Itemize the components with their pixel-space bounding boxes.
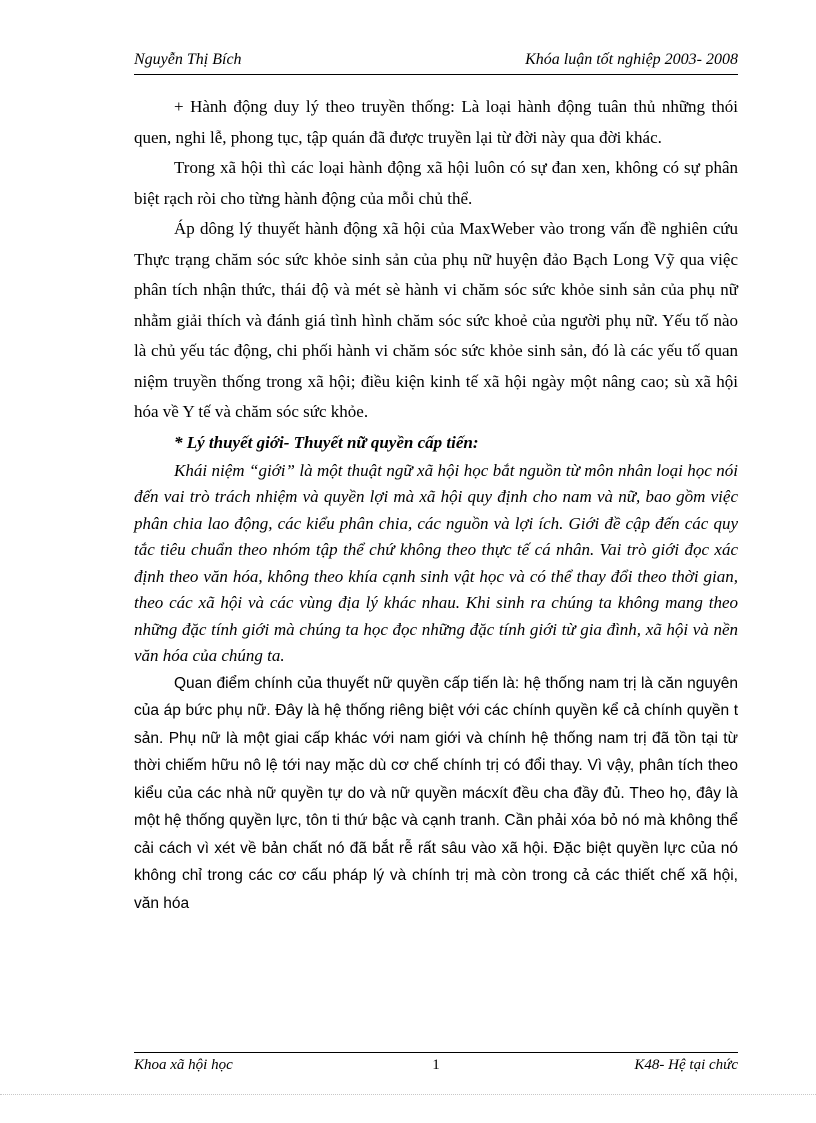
page-footer [134,1052,738,1077]
footer-page-number: 1 [432,1057,440,1073]
paragraph-interweaving: Trong xã hội thì các loại hành động xã hội luôn có sự đan xen, không có sự phân biệt rạch ròi cho từng hành động của mỗi chủ thể. [134,158,738,208]
section-heading-gender-theory: * Lý thuyết giới- Thuyết nữ quyền cấp tiến: [174,432,479,452]
header-author: Nguyễn Thị Bích [134,51,242,68]
page-header [134,50,738,75]
footer-faculty: Khoa xã hội học [134,1057,233,1073]
document-body [134,92,738,917]
header-thesis-title: Khóa luận tốt nghiệp 2003- 2008 [525,51,738,68]
paragraph-traditional-action: + Hành động duy lý theo truyền thống: Là loại hành động tuân thủ những thói quen, nghi lễ, phong tục, tập quán đã được truyền lại từ đời này qua đời khác. [134,97,738,147]
paragraph-weber-application: Áp dông lý thuyết hành động xã hội của MaxWeber vào trong vấn đề nghiên cứu Thực trạng chăm sóc sức khỏe sinh sản của phụ nữ huyện đảo Bạch Long Vỹ qua việc phân tích nhận thức, thái độ và mét sè hành vi chăm sóc sức khỏe sinh sản của phụ nữ nhằm giải thích và đánh giá tình hình chăm sóc sức khoẻ của người phụ nữ. Yếu tố nào là chủ yếu tác động, chi phối hành vi chăm sóc sức khỏe sinh sản, đó là các yếu tố quan niệm truyền thống trong xã hội; điều kiện kinh tế xã hội ngày một nâng cao; sù xã hội hóa về Y tế và chăm sóc sức khỏe. [134,219,738,421]
paragraph-radical-feminism: Quan điểm chính của thuyết nữ quyền cấp tiến là: hệ thống nam trị là căn nguyên của áp bức phụ nữ. Đây là hệ thống riêng biệt với các chính quyền kể cả chính quyền t sản. Phụ nữ là một giai cấp khác với nam giới và chính hệ thống nam trị đã tồn tại từ thời chiếm hữu nô lệ tới nay mặc dù cơ chế chính trị có đổi thay. Vì vậy, phân tích theo kiểu của các nhà nữ quyền tự do và nữ quyền mácxít đều cha đầy đủ. Theo họ, đây là một hệ thống quyền lực, tôn ti thứ bậc và cạnh tranh. Cần phải xóa bỏ nó mà không thể cải cách vì xét về bản chất nó đã bắt rễ rất sâu vào xã hội. Đặc biệt quyền lực của nó không chỉ trong các cơ cấu pháp lý và chính trị mà còn trong cả các thiết chế xã hội, văn hóa [134,674,738,912]
paragraph-gender-concept: Khái niệm “giới” là một thuật ngữ xã hội học bắt nguồn từ môn nhân loại học nói đến vai trò trách nhiệm và quyền lợi mà xã hội quy định cho nam và nữ, bao gồm việc phân chia lao động, các kiểu phân chia, các nguồn và lợi ích. Giới đề cập đến các quy tắc tiêu chuẩn theo nhóm tập thể chứ không theo thực tế cá nhân. Vai trò giới đọc xác định theo văn hóa, không theo khía cạnh sinh vật học và có thể thay đổi theo thời gian, theo các xã hội và các vùng địa lý khác nhau. Khi sinh ra chúng ta không mang theo những đặc tính giới mà chúng ta học đọc những đặc tính giới từ gia đình, xã hội và nền văn hóa của chúng ta. [134,460,738,665]
page-bottom-divider [0,1094,816,1095]
footer-cohort: K48- Hệ tại chức [634,1057,738,1073]
